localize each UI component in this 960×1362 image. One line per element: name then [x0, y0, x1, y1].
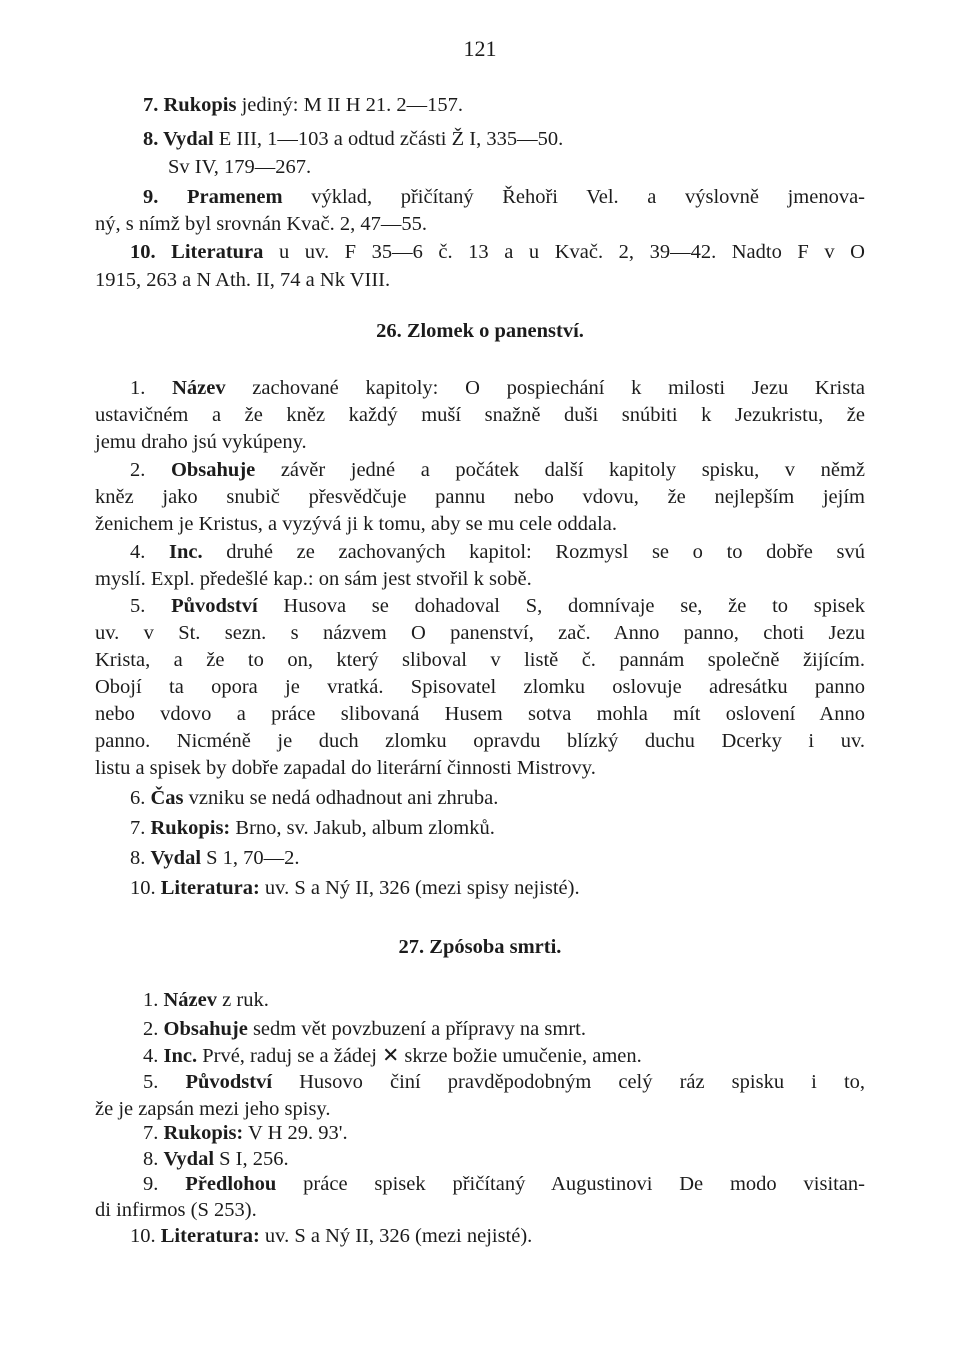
section-heading: 27. Zpósoba smrti. [398, 936, 562, 958]
text-run: Sv IV, 179—267. [168, 156, 312, 178]
bold-term: Literatura: [160, 1225, 260, 1247]
text-line [168, 154, 311, 180]
bold-term: 9. Pramenem [143, 186, 283, 208]
text-run: uv. v St. sezn. s názvem O panenství, zač. Anno panno, choti Jezu [95, 622, 865, 644]
text-run: 10. [130, 1225, 161, 1247]
text-run: u uv. F 35—6 č. 13 a u Kvač. 2, 39—42. Nadto F v O [263, 241, 865, 263]
bold-term: Čas [150, 787, 184, 809]
text-run: 8. [143, 1148, 164, 1170]
text-line [130, 375, 865, 401]
text-line [143, 1146, 289, 1172]
text-line [95, 647, 865, 673]
text-run: 8. [130, 847, 151, 869]
bold-term: Název [172, 377, 226, 399]
text-line [143, 126, 563, 152]
text-run: 1915, 263 a N Ath. II, 74 a Nk VIII. [95, 269, 391, 291]
text-line [143, 1016, 586, 1042]
text-run: vzniku se nedá odhadnout ani zhruba. [183, 787, 499, 809]
text-run: 9. [143, 1173, 186, 1195]
text-run: S I, 256. [214, 1148, 289, 1170]
text-line [95, 484, 865, 510]
text-run: 6. [130, 787, 151, 809]
section-heading: 26. Zlomek o panenství. [376, 320, 584, 342]
text-run: sedm vět povzbuzení a přípravy na smrt. [247, 1018, 586, 1040]
text-run: 1. [130, 377, 173, 399]
text-run: ustavičném a že kněz každý muší snažně duši snúbiti k Jezukristu, že [95, 404, 865, 426]
bold-term: Předlohou [185, 1173, 277, 1195]
text-run: Husovo činí pravděpodobným celý ráz spisku i to, [272, 1071, 866, 1093]
text-run: 2. [143, 1018, 164, 1040]
text-run: jemu draho jsú vykúpeny. [95, 431, 307, 453]
text-run: 4. [130, 541, 170, 563]
text-line [130, 1223, 532, 1249]
text-run: myslí. Expl. předešlé kap.: on sám jest stvořil k sobě. [95, 568, 532, 590]
text-line [95, 701, 865, 727]
text-line [143, 1171, 865, 1197]
text-line [130, 457, 865, 483]
bold-term: 10. Literatura [130, 241, 264, 263]
text-run: z ruk. [217, 989, 269, 1011]
text-line [143, 1043, 642, 1069]
text-run: jediný: M II H 21. 2—157. [236, 94, 464, 116]
text-run: Brno, sv. Jakub, album zlomků. [230, 817, 495, 839]
text-run: ženichem je Kristus, a vyzývá ji k tomu, aby se mu cele oddala. [95, 513, 618, 535]
bold-term: Původství [171, 595, 258, 617]
bold-term: Vydal [150, 847, 202, 869]
text-line [130, 785, 498, 811]
text-run: Prvé, raduj se a žádej ✕ skrze božie umučenie, amen. [197, 1045, 642, 1067]
bold-term: Literatura: [160, 877, 260, 899]
text-line [95, 755, 596, 781]
text-run: di infirmos (S 253). [95, 1199, 257, 1221]
text-run: S 1, 70—2. [201, 847, 300, 869]
bold-term: Obsahuje [170, 459, 256, 481]
text-line [95, 1197, 257, 1223]
text-line [95, 267, 390, 293]
text-line [143, 987, 269, 1013]
text-line [143, 1120, 348, 1146]
text-line [130, 239, 865, 265]
text-run: závěr jedné a počátek další kapitoly spisku, v němž [255, 459, 865, 481]
text-run: ný, s nímž byl srovnán Kvač. 2, 47—55. [95, 213, 427, 235]
bold-term: Název [163, 989, 218, 1011]
page-number: 121 [463, 36, 497, 61]
text-run: 2. [130, 459, 171, 481]
text-run: že je zapsán mezi jeho spisy. [95, 1098, 331, 1120]
text-run: 1. [143, 989, 164, 1011]
text-line [130, 845, 300, 871]
text-line [95, 1096, 330, 1122]
bold-term: 8. Vydal [143, 128, 214, 150]
text-run: panno. Nicméně je duch zlomku opravdu blízký duchu Dcerky i uv. [95, 730, 865, 752]
text-run: Obojí ta opora je vratká. Spisovatel zlomku oslovuje adresátku panno [95, 676, 865, 698]
text-line [95, 566, 532, 592]
text-run: 7. [143, 1122, 164, 1144]
text-run: E III, 1—103 a odtud zčásti Ž I, 335—50. [213, 128, 564, 150]
text-run: zachované kapitoly: O pospiechání k milosti Jezu Krista [225, 377, 866, 399]
text-line [95, 674, 865, 700]
text-run: uv. S a Ný II, 326 (mezi nejisté). [259, 1225, 533, 1247]
text-run: uv. S a Ný II, 326 (mezi spisy nejisté). [259, 877, 580, 899]
text-run: druhé ze zachovaných kapitol: Rozmysl se o to dobře svú [202, 541, 865, 563]
text-line [130, 593, 865, 619]
text-run: 7. [130, 817, 151, 839]
bold-term: Původství [185, 1071, 273, 1093]
bold-term: Rukopis: [163, 1122, 244, 1144]
text-line [95, 211, 427, 237]
text-run: 5. [130, 595, 172, 617]
text-run: V H 29. 93'. [243, 1122, 348, 1144]
text-line [95, 620, 865, 646]
text-line [95, 402, 865, 428]
text-line [130, 539, 865, 565]
text-run: nebo vdovo a práce slibovaná Husem sotva mohla mít oslovení Anno [95, 703, 865, 725]
text-line [143, 184, 865, 210]
text-line [143, 92, 463, 118]
text-run: 5. [143, 1071, 186, 1093]
text-run: listu a spisek by dobře zapadal do literární činnosti Mistrovy. [95, 757, 596, 779]
bold-term: Obsahuje [163, 1018, 248, 1040]
text-run: 10. [130, 877, 161, 899]
text-run: Husova se dohadoval S, domnívaje se, že to spisek [257, 595, 865, 617]
text-line [95, 429, 307, 455]
bold-term: Vydal [163, 1148, 215, 1170]
bold-term: Inc. [163, 1045, 198, 1067]
bold-term: 7. Rukopis [143, 94, 237, 116]
text-line [95, 511, 617, 537]
bold-term: Rukopis: [150, 817, 231, 839]
text-run: výklad, přičítaný Řehoři Vel. a výslovně jmenova- [282, 186, 865, 208]
text-run: Krista, a že to on, který sliboval v listě č. pannám společně žijícím. [95, 649, 865, 671]
text-run: 4. [143, 1045, 164, 1067]
text-run: práce spisek přičítaný Augustinovi De modo visitan- [276, 1173, 866, 1195]
text-line [95, 728, 865, 754]
text-line [143, 1069, 865, 1095]
text-run: kněz jako snubič přesvědčuje pannu nebo vdovu, že nejlepším jejím [95, 486, 865, 508]
text-line [130, 875, 580, 901]
text-line [130, 815, 495, 841]
bold-term: Inc. [169, 541, 203, 563]
